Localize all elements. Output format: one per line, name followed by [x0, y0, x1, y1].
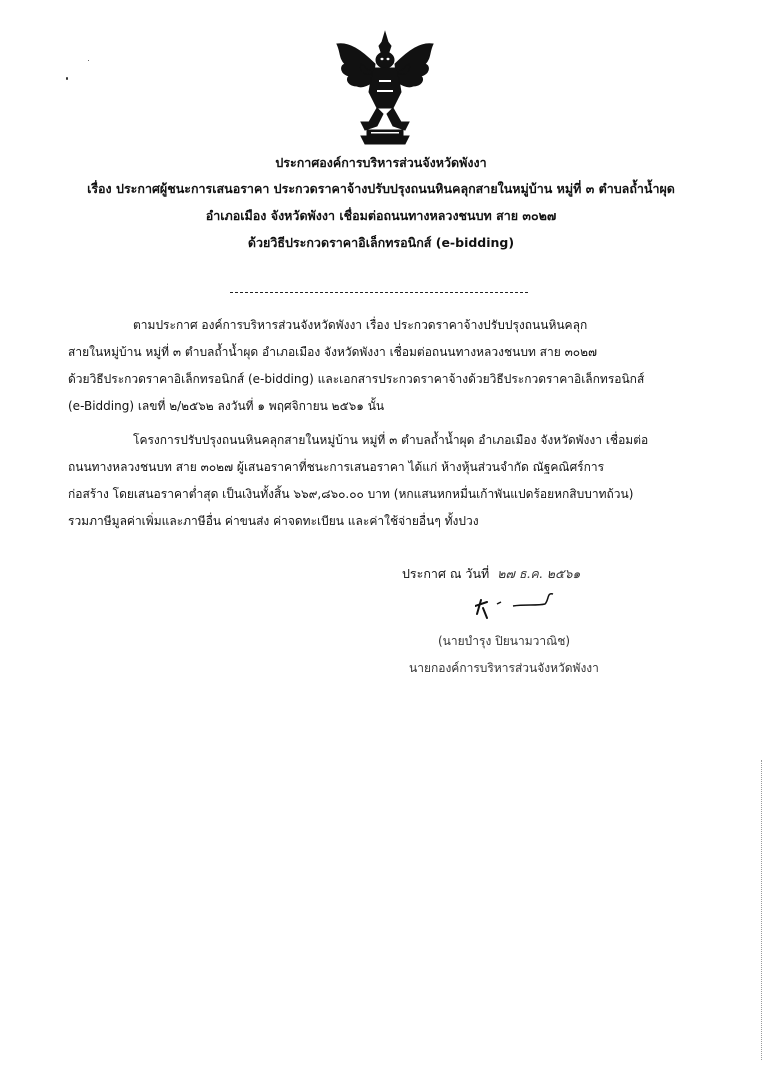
announce-date-value: ๒๗ ธ.ค. ๒๕๖๑ — [497, 566, 581, 581]
para1-line3: ด้วยวิธีประกวดราคาอิเล็กทรอนิกส์ (e-bidding) และเอกสารประกวดราคาจ้างด้วยวิธีประกวดราคาอิเล็กทรอนิกส์ — [68, 372, 645, 386]
announce-date-label: ประกาศ ณ วันที่ — [402, 566, 490, 581]
handwritten-signature — [475, 590, 565, 626]
para1-line4: (e-Bidding) เลขที่ ๒/๒๕๖๒ ลงวันที่ ๑ พฤศจิกายน ๒๕๖๑ นั้น — [68, 399, 385, 413]
para1-line1: ตามประกาศ องค์การบริหารส่วนจังหวัดพังงา เรื่อง ประกวดราคาจ้างปรับปรุงถนนหินคลุก — [133, 318, 588, 332]
signer-name: (นายบำรุง ปิยนามวาณิช) — [438, 634, 571, 648]
para2-line2: ถนนทางหลวงชนบท สาย ๓๐๒๗ ผู้เสนอราคาที่ชนะการเสนอราคา ได้แก่ ห้างหุ้นส่วนจำกัด ณัฐคณิศร์การ — [68, 460, 605, 474]
para2-line1: โครงการปรับปรุงถนนหินคลุกสายในหมู่บ้าน หมู่ที่ ๓ ตำบลถ้ำน้ำผุด อำเภอเมือง จังหวัดพังงา เชื่อมต่อ — [133, 433, 649, 447]
para2-line3: ก่อสร้าง โดยเสนอราคาต่ำสุด เป็นเงินทั้งสิ้น ๖๖๙,๘๖๐.๐๐ บาท (หกแสนหกหมื่นเก้าพันแปดร้อยหกสิบบาทถ้วน) — [68, 487, 634, 501]
scan-speck — [66, 77, 68, 80]
announce-date-line — [402, 564, 580, 584]
subject-method-line: ด้วยวิธีประกวดราคาอิเล็กทรอนิกส์ (e-bidding) — [247, 235, 515, 250]
subject-line-continued: อำเภอเมือง จังหวัดพังงา เชื่อมต่อถนนทางหลวงชนบท สาย ๓๐๒๗ — [205, 208, 557, 223]
garuda-emblem-icon — [331, 30, 439, 146]
para1-line2: สายในหมู่บ้าน หมู่ที่ ๓ ตำบลถ้ำน้ำผุด อำเภอเมือง จังหวัดพังงา เชื่อมต่อถนนทางหลวงชนบท สาย ๓๐๒๗ — [68, 345, 598, 359]
announcement-title: ประกาศองค์การบริหารส่วนจังหวัดพังงา — [275, 155, 487, 170]
subject-line: เรื่อง ประกาศผู้ชนะการเสนอราคา ประกวดราคาจ้างปรับปรุงถนนหินคลุกสายในหมู่บ้าน หมู่ที่ ๓ ตำบลถ้ำน้ำผุด — [87, 181, 675, 196]
scan-speck — [88, 60, 89, 61]
divider — [230, 292, 528, 293]
signer-title: นายกองค์การบริหารส่วนจังหวัดพังงา — [409, 661, 599, 675]
para2-line4: รวมภาษีมูลค่าเพิ่มและภาษีอื่น ค่าขนส่ง ค่าจดทะเบียน และค่าใช้จ่ายอื่นๆ ทั้งปวง — [68, 514, 479, 528]
